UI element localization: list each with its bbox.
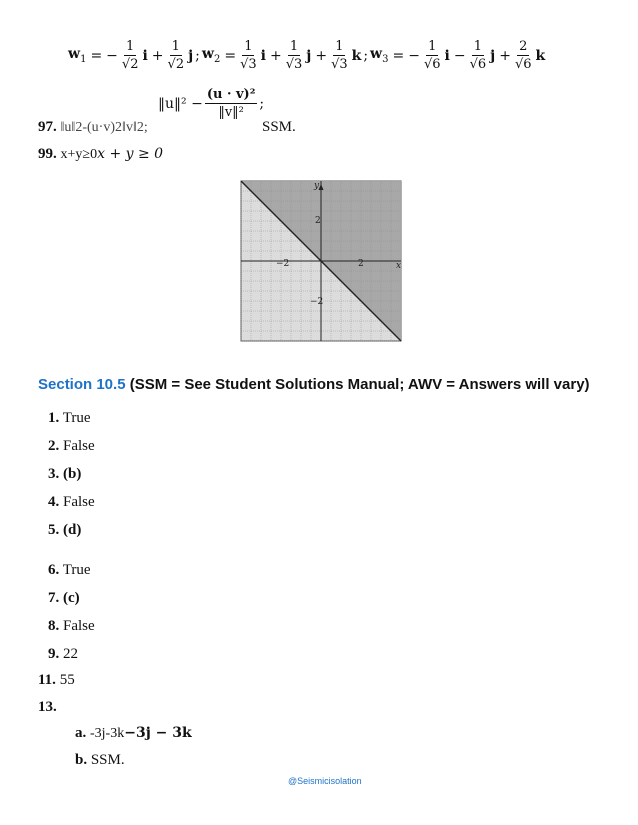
fraction-1-sqrt3-c: $\frac{1}{√3}$ — [331, 39, 348, 72]
answer-item — [48, 466, 81, 483]
item-13b: b. SSM. — [75, 752, 125, 768]
plus: + — [315, 47, 328, 64]
k-hat: k — [351, 47, 362, 64]
minus: − — [106, 47, 118, 64]
x-axis-label: x — [396, 261, 402, 271]
x-tick-label: 2 — [358, 259, 364, 269]
answer-number: 2. — [48, 438, 60, 454]
answer-number: 8. — [48, 618, 60, 634]
i-hat: i — [444, 47, 450, 64]
plus: + — [499, 47, 511, 64]
answer-number: 1. — [48, 410, 60, 426]
section-subtitle: (SSM = See Student Solutions Manual; AWV = Answers will vary) — [129, 376, 590, 393]
item-97: 97. ‖u‖2-(u·v)2‖v‖2; — [38, 119, 148, 135]
answer-number: 4. — [48, 494, 60, 510]
answer-text: False — [63, 494, 95, 510]
answer-text: (c) — [63, 590, 80, 606]
section-header — [38, 376, 590, 393]
fraction-1-sqrt3-b: $\frac{1}{√3}$ — [285, 39, 303, 72]
k-hat: k — [535, 47, 546, 64]
equals: = — [90, 47, 103, 64]
answer-item — [48, 410, 91, 427]
answer-number: 7. — [48, 590, 60, 606]
answer-text: 22 — [63, 646, 78, 662]
w3-symbol: $w_3$ — [370, 46, 389, 65]
answer-item — [48, 590, 80, 607]
fraction-1-sqrt2-b: $\frac{1}{√2}$ — [167, 39, 185, 72]
y-axis-label: y — [314, 181, 320, 191]
answer-item — [48, 438, 95, 455]
answer-text: (d) — [63, 522, 82, 538]
item-99: 99. x+y≥0x + y ≥ 0 — [38, 146, 164, 162]
item-13: 13. — [38, 699, 57, 715]
j-hat: j — [188, 47, 194, 64]
answer-item — [48, 494, 95, 511]
plus: + — [151, 47, 164, 64]
w1-symbol: $w_1$ — [68, 46, 87, 65]
answer-number: 9. — [48, 646, 60, 662]
orthonormal-vectors-line: $w_1$ = − $\frac{1}{√2}$ i + $\frac{1}{√2}$ j ; $w_2$ = $\frac{1}{√3}$ i + $\frac{1}{√3}$ j + $\frac{1}{√3}$ k ; $w_3$ = − $\frac{1}{√6}$ i − $\frac{1}{√6}$ j + $\frac{2}{√6}$ k — [68, 39, 546, 72]
answer-item — [48, 522, 81, 539]
fraction-2-sqrt6: $\frac{2}{√6}$ — [514, 39, 532, 72]
item-11: 11. 55 — [38, 672, 75, 688]
y-tick-label: 2 — [315, 216, 321, 226]
i-hat: i — [260, 47, 266, 64]
minus: − — [408, 47, 420, 64]
item-97-ssm: SSM. — [262, 119, 296, 135]
fraction-1-sqrt2: $\frac{1}{√2}$ — [121, 39, 139, 72]
answer-text: False — [63, 438, 95, 454]
answer-text: False — [63, 618, 95, 634]
answer-item — [48, 646, 78, 663]
equals: = — [224, 47, 237, 64]
j-hat: j — [490, 47, 496, 64]
j-hat: j — [306, 47, 312, 64]
answer-item — [48, 618, 95, 635]
answer-text: True — [62, 410, 91, 426]
minus: − — [453, 47, 466, 64]
i-hat: i — [142, 47, 148, 64]
w2-symbol: $w_2$ — [201, 46, 221, 65]
answer-number: 3. — [48, 466, 60, 482]
fraction-1-sqrt6-b: $\frac{1}{√6}$ — [469, 39, 487, 72]
answer-text: (b) — [63, 466, 82, 482]
fraction-1-sqrt3: $\frac{1}{√3}$ — [240, 39, 257, 72]
plus: + — [269, 47, 282, 64]
answer-item — [48, 562, 91, 579]
inequality-graph — [238, 178, 404, 344]
y-tick-label: −2 — [310, 297, 324, 307]
answer-number: 6. — [48, 562, 60, 578]
item-97-formula: ‖u‖² − $\frac{\text{(u · v)²}}{\text{‖v‖²}}$ ; — [158, 87, 265, 120]
section-title: Section 10.5 — [38, 376, 126, 393]
fraction-1-sqrt6: $\frac{1}{√6}$ — [423, 39, 441, 72]
item-13a: a. -3j-3k−3j − 3k — [75, 725, 192, 741]
answer-text: True — [62, 562, 91, 578]
watermark: @Seismicisolation — [288, 776, 362, 786]
answer-number: 5. — [48, 522, 60, 538]
equals: = — [392, 47, 405, 64]
x-tick-label: −2 — [276, 259, 290, 269]
